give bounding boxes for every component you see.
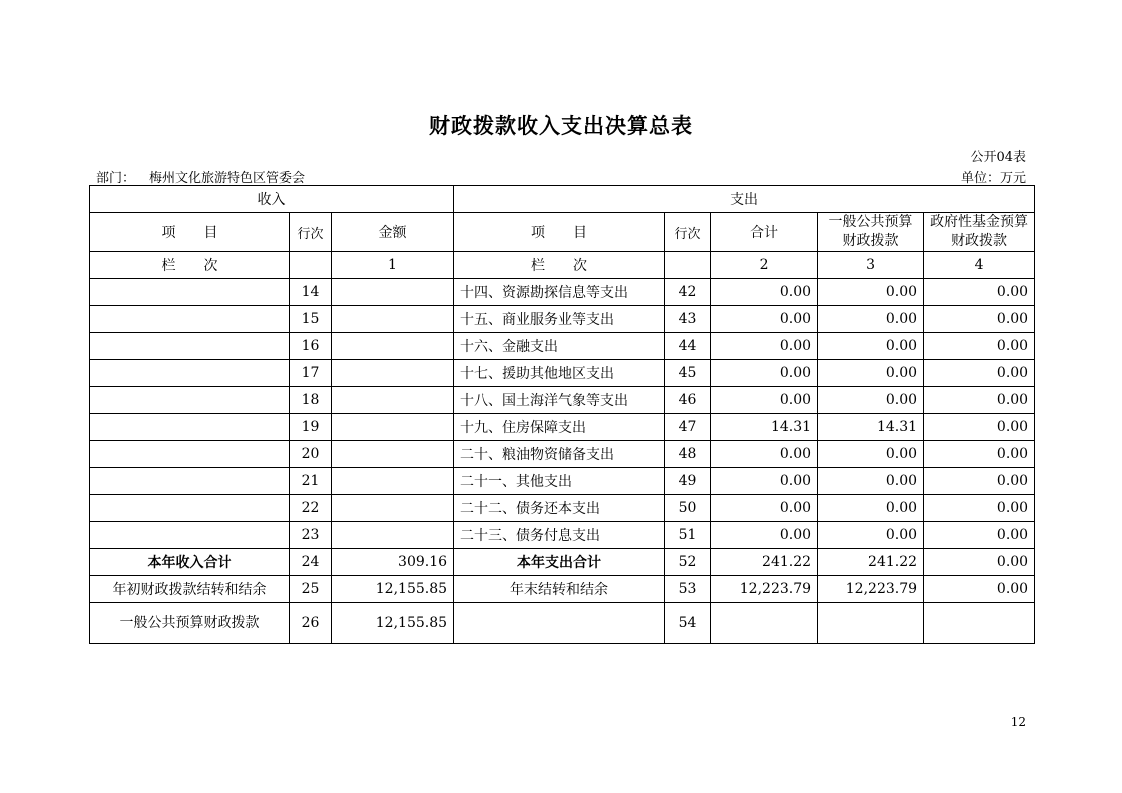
expense-item-cell: 本年支出合计	[454, 549, 665, 576]
gov-fund-cell: 0.00	[924, 522, 1035, 549]
report-title: 财政拨款收入支出决算总表	[429, 114, 693, 138]
total-cell: 0.00	[711, 360, 818, 387]
income-amount-cell	[332, 414, 454, 441]
expense-item-cell	[454, 603, 665, 644]
expense-item-cell: 十八、国土海洋气象等支出	[454, 387, 665, 414]
expense-item-cell: 二十一、其他支出	[454, 468, 665, 495]
expense-item-cell: 十四、资源勘探信息等支出	[454, 279, 665, 306]
total-cell: 14.31	[711, 414, 818, 441]
income-item-cell	[90, 306, 290, 333]
general-budget-cell: 0.00	[818, 495, 924, 522]
total-cell: 0.00	[711, 495, 818, 522]
income-item-cell	[90, 441, 290, 468]
table-row	[90, 603, 1035, 644]
gov-fund-cell: 0.00	[924, 576, 1035, 603]
income-item-cell: 年初财政拨款结转和结余	[90, 576, 290, 603]
expense-item-cell: 年末结转和结余	[454, 576, 665, 603]
department-label: 部门：	[96, 171, 136, 186]
income-item-cell	[90, 522, 290, 549]
expense-row-no-cell: 42	[665, 279, 711, 306]
expense-item-header: 项 目	[454, 213, 665, 252]
expense-item-cell: 十六、金融支出	[454, 333, 665, 360]
general-budget-cell: 14.31	[818, 414, 924, 441]
col-number-1: 1	[332, 252, 454, 279]
income-row-no-cell: 22	[290, 495, 332, 522]
income-row-no-cell: 26	[290, 603, 332, 644]
income-amount-cell: 12,155.85	[332, 576, 454, 603]
form-number: 公开04表	[970, 150, 1026, 165]
income-amount-cell	[332, 333, 454, 360]
income-amount-cell	[332, 306, 454, 333]
income-amount-cell	[332, 468, 454, 495]
expense-row-no-cell: 53	[665, 576, 711, 603]
blank-cell	[290, 252, 332, 279]
income-amount-cell: 12,155.85	[332, 603, 454, 644]
general-budget-cell: 0.00	[818, 441, 924, 468]
income-row-no-cell: 14	[290, 279, 332, 306]
col-number-3: 3	[818, 252, 924, 279]
gov-fund-cell: 0.00	[924, 441, 1035, 468]
income-item-cell	[90, 387, 290, 414]
general-budget-cell: 0.00	[818, 306, 924, 333]
expense-row-no-header: 行次	[665, 213, 711, 252]
expense-section-header: 支出	[454, 186, 1035, 213]
income-row-no-cell: 24	[290, 549, 332, 576]
expense-row-no-cell: 46	[665, 387, 711, 414]
total-cell: 0.00	[711, 333, 818, 360]
total-cell: 0.00	[711, 279, 818, 306]
expense-item-cell: 二十、粮油物资储备支出	[454, 441, 665, 468]
income-row-no-cell: 23	[290, 522, 332, 549]
table-row	[90, 468, 1035, 495]
income-item-cell	[90, 414, 290, 441]
expense-item-cell: 十七、援助其他地区支出	[454, 360, 665, 387]
total-cell: 0.00	[711, 468, 818, 495]
table-row	[90, 576, 1035, 603]
general-budget-cell	[818, 603, 924, 644]
expense-row-no-cell: 44	[665, 333, 711, 360]
income-item-cell: 一般公共预算财政拨款	[90, 603, 290, 644]
general-budget-cell: 0.00	[818, 360, 924, 387]
expense-row-no-cell: 45	[665, 360, 711, 387]
general-budget-cell: 0.00	[818, 279, 924, 306]
income-amount-cell	[332, 360, 454, 387]
table-row	[90, 441, 1035, 468]
expense-item-cell: 十五、商业服务业等支出	[454, 306, 665, 333]
expense-row-no-cell: 47	[665, 414, 711, 441]
table-row	[90, 360, 1035, 387]
income-item-cell	[90, 333, 290, 360]
income-row-no-cell: 15	[290, 306, 332, 333]
income-amount-cell	[332, 495, 454, 522]
total-cell: 0.00	[711, 306, 818, 333]
income-amount-header: 金额	[332, 213, 454, 252]
income-amount-cell	[332, 441, 454, 468]
gov-fund-cell: 0.00	[924, 306, 1035, 333]
total-cell: 0.00	[711, 522, 818, 549]
total-cell	[711, 603, 818, 644]
income-row-no-header: 行次	[290, 213, 332, 252]
income-row-no-cell: 20	[290, 441, 332, 468]
gov-fund-cell: 0.00	[924, 414, 1035, 441]
income-row-no-cell: 16	[290, 333, 332, 360]
income-row-no-cell: 25	[290, 576, 332, 603]
income-row-no-cell: 19	[290, 414, 332, 441]
income-item-header: 项 目	[90, 213, 290, 252]
table-row	[90, 522, 1035, 549]
gov-fund-cell: 0.00	[924, 468, 1035, 495]
expense-row-no-cell: 51	[665, 522, 711, 549]
income-section-header: 收入	[90, 186, 454, 213]
gov-fund-cell: 0.00	[924, 495, 1035, 522]
expense-row-no-cell: 43	[665, 306, 711, 333]
income-amount-cell	[332, 279, 454, 306]
income-amount-cell	[332, 387, 454, 414]
income-col-label: 栏 次	[90, 252, 290, 279]
unit-label: 单位：万元	[960, 171, 1026, 186]
col-number-4: 4	[924, 252, 1035, 279]
table-row	[90, 387, 1035, 414]
expense-item-cell: 二十二、债务还本支出	[454, 495, 665, 522]
general-budget-cell: 241.22	[818, 549, 924, 576]
table-row	[90, 414, 1035, 441]
expense-item-cell: 十九、住房保障支出	[454, 414, 665, 441]
total-cell: 0.00	[711, 441, 818, 468]
income-row-no-cell: 18	[290, 387, 332, 414]
income-row-no-cell: 17	[290, 360, 332, 387]
budget-table	[89, 185, 1035, 644]
expense-col-label: 栏 次	[454, 252, 665, 279]
total-cell: 241.22	[711, 549, 818, 576]
income-item-cell	[90, 495, 290, 522]
income-amount-cell: 309.16	[332, 549, 454, 576]
col-number-2: 2	[711, 252, 818, 279]
table-row	[90, 549, 1035, 576]
general-budget-cell: 0.00	[818, 522, 924, 549]
general-budget-cell: 0.00	[818, 468, 924, 495]
total-cell: 0.00	[711, 387, 818, 414]
income-item-cell: 本年收入合计	[90, 549, 290, 576]
gov-fund-header: 政府性基金预算财政拨款	[924, 213, 1035, 252]
expense-row-no-cell: 48	[665, 441, 711, 468]
blank-cell	[665, 252, 711, 279]
expense-item-cell: 二十三、债务付息支出	[454, 522, 665, 549]
general-budget-cell: 0.00	[818, 333, 924, 360]
gov-fund-cell: 0.00	[924, 360, 1035, 387]
table-row	[90, 279, 1035, 306]
income-item-cell	[90, 279, 290, 306]
table-row	[90, 495, 1035, 522]
table-row	[90, 306, 1035, 333]
total-header: 合计	[711, 213, 818, 252]
income-item-cell	[90, 360, 290, 387]
expense-row-no-cell: 52	[665, 549, 711, 576]
expense-row-no-cell: 50	[665, 495, 711, 522]
income-row-no-cell: 21	[290, 468, 332, 495]
department-line	[96, 167, 305, 186]
income-amount-cell	[332, 522, 454, 549]
page-number: 12	[1010, 715, 1026, 729]
gov-fund-cell: 0.00	[924, 387, 1035, 414]
general-budget-cell: 12,223.79	[818, 576, 924, 603]
expense-row-no-cell: 49	[665, 468, 711, 495]
gov-fund-cell	[924, 603, 1035, 644]
table-row	[90, 333, 1035, 360]
general-budget-cell: 0.00	[818, 387, 924, 414]
general-budget-header: 一般公共预算财政拨款	[818, 213, 924, 252]
expense-row-no-cell: 54	[665, 603, 711, 644]
total-cell: 12,223.79	[711, 576, 818, 603]
gov-fund-cell: 0.00	[924, 333, 1035, 360]
gov-fund-cell: 0.00	[924, 279, 1035, 306]
gov-fund-cell: 0.00	[924, 549, 1035, 576]
department-name: 梅州文化旅游特色区管委会	[149, 171, 306, 186]
income-item-cell	[90, 468, 290, 495]
